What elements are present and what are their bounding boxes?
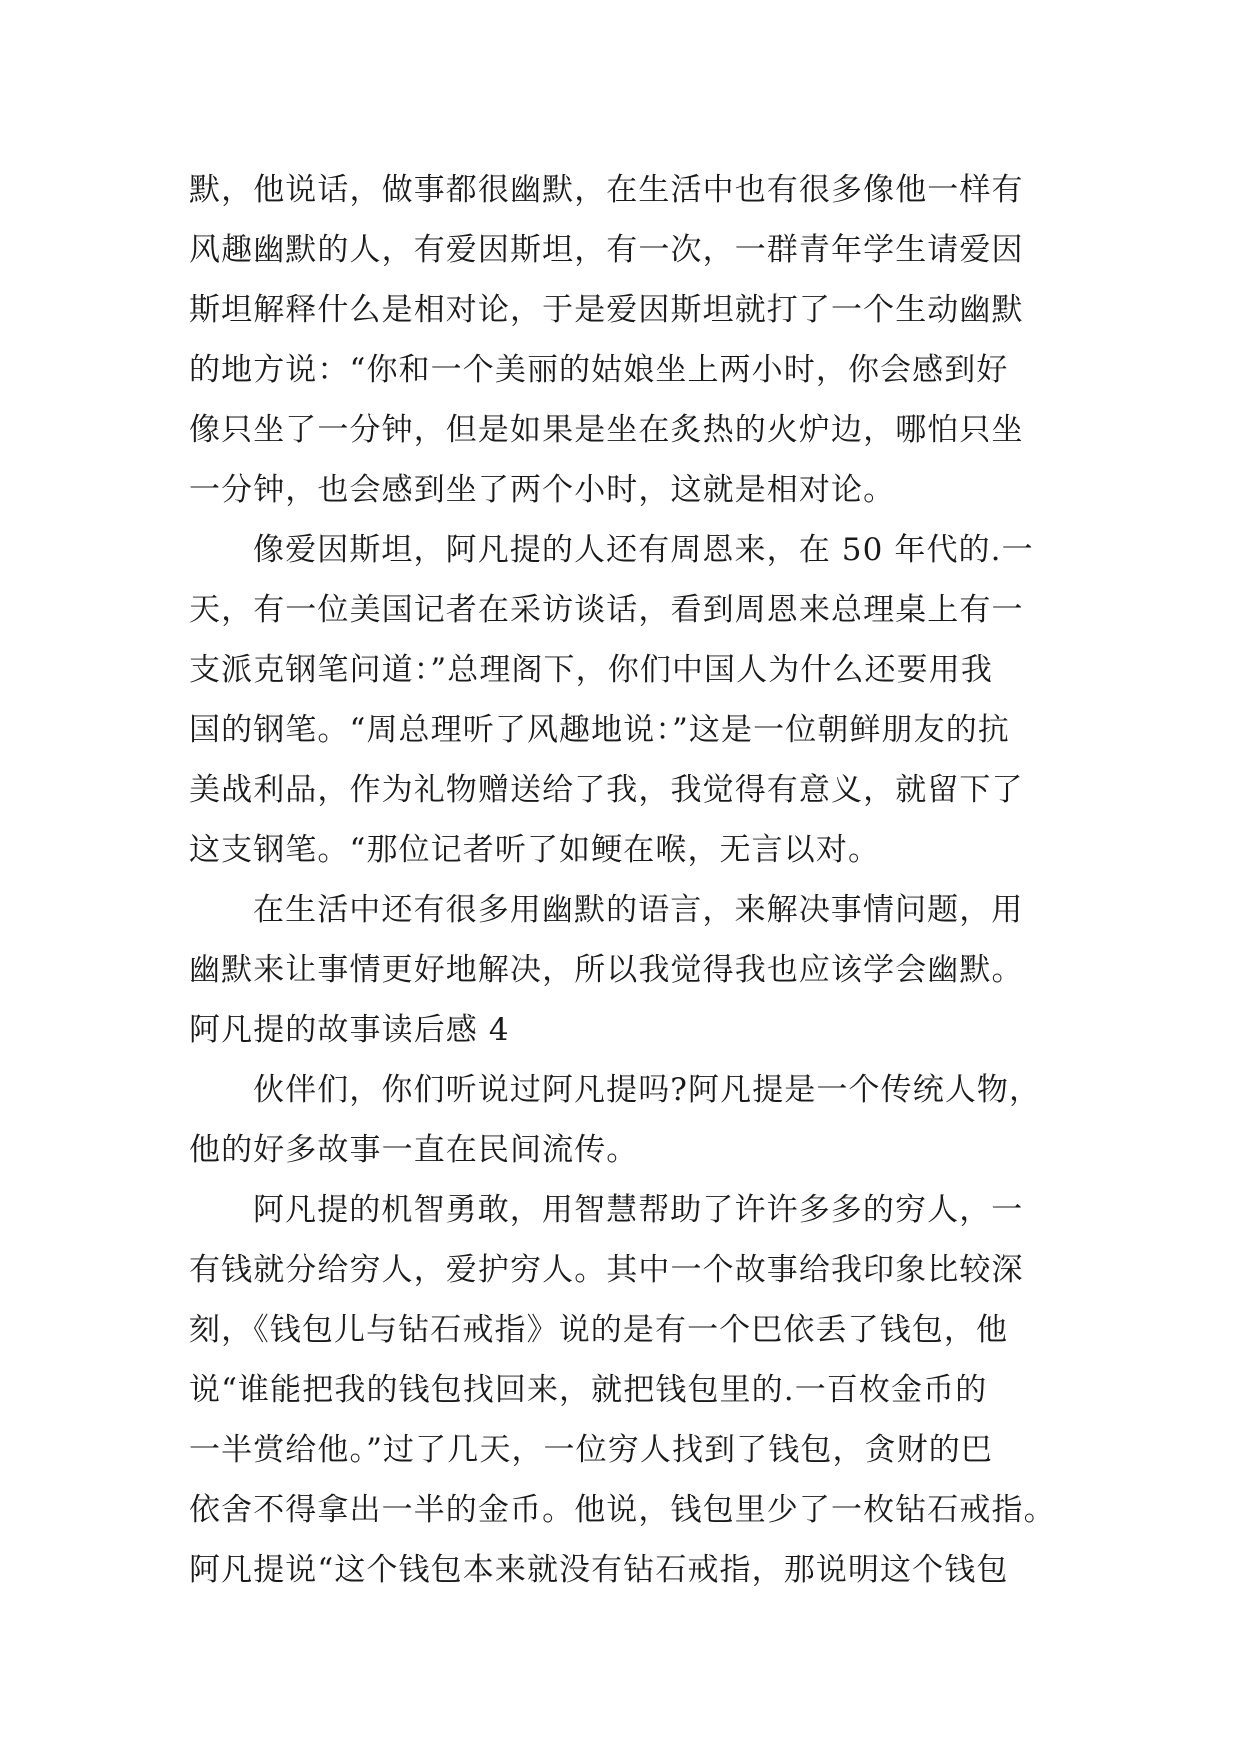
paragraph-story bbox=[189, 1180, 1069, 1600]
text-line: 国的钢笔。“周总理听了风趣地说：”这是一位朝鲜朋友的抗 bbox=[189, 712, 1010, 748]
text-line: 天，有一位美国记者在采访谈话，看到周恩来总理桌上有一 bbox=[189, 592, 1024, 628]
text-line: 斯坦解释什么是相对论，于是爱因斯坦就打了一个生动幽默 bbox=[189, 292, 1024, 328]
paragraph-conclusion bbox=[189, 880, 1069, 1000]
text-line: 有钱就分给穷人，爱护穷人。其中一个故事给我印象比较深 bbox=[189, 1252, 1024, 1288]
text-line: 依舍不得拿出一半的金币。他说，钱包里少了一枚钻石戒指。 bbox=[189, 1492, 1056, 1528]
text-line: 一半赏给他。”过了几天，一位穷人找到了钱包，贪财的巴 bbox=[189, 1432, 993, 1468]
document-page bbox=[189, 160, 1069, 1600]
text-line: 一分钟，也会感到坐了两个小时，这就是相对论。 bbox=[189, 472, 896, 508]
text-line: 默，他说话，做事都很幽默，在生活中也有很多像他一样有 bbox=[189, 172, 1024, 208]
text-line: 风趣幽默的人，有爱因斯坦，有一次，一群青年学生请爱因 bbox=[189, 232, 1024, 268]
text-line: 刻，《钱包儿与钻石戒指》说的是有一个巴依丢了钱包，他 bbox=[189, 1312, 1009, 1348]
text-line: 支派克钢笔问道：”总理阁下，你们中国人为什么还要用我 bbox=[189, 652, 993, 688]
paragraph-intro bbox=[189, 1060, 1069, 1180]
text-line: 幽默来让事情更好地解决，所以我觉得我也应该学会幽默。 bbox=[189, 952, 1024, 988]
text-line: 阿凡提说“这个钱包本来就没有钻石戒指，那说明这个钱包 bbox=[189, 1552, 1009, 1588]
text-line: 美战利品，作为礼物赠送给了我，我觉得有意义，就留下了 bbox=[189, 772, 1024, 808]
text-line: 说“谁能把我的钱包找回来，就把钱包里的.一百枚金币的 bbox=[189, 1372, 988, 1408]
text-line: 的地方说：“你和一个美丽的姑娘坐上两小时，你会感到好 bbox=[189, 352, 1009, 388]
text-line: 伙伴们，你们听说过阿凡提吗?阿凡提是一个传统人物， bbox=[253, 1072, 1042, 1108]
text-line: 阿凡提的机智勇敢，用智慧帮助了许许多多的穷人，一 bbox=[253, 1192, 1024, 1228]
text-line: 像只坐了一分钟，但是如果是坐在炙热的火炉边，哪怕只坐 bbox=[189, 412, 1024, 448]
paragraph-zhou-enlai bbox=[189, 520, 1069, 880]
section-title bbox=[189, 1000, 1069, 1060]
paragraph-continuation bbox=[189, 160, 1069, 520]
text-line: 这支钢笔。“那位记者听了如鲠在喉，无言以对。 bbox=[189, 832, 881, 868]
section-title-text: 阿凡提的故事读后感 4 bbox=[189, 1012, 510, 1048]
text-line: 像爱因斯坦，阿凡提的人还有周恩来，在 50 年代的.一 bbox=[253, 532, 1034, 568]
text-line: 他的好多故事一直在民间流传。 bbox=[189, 1132, 639, 1168]
text-line: 在生活中还有很多用幽默的语言，来解决事情问题，用 bbox=[253, 892, 1024, 928]
